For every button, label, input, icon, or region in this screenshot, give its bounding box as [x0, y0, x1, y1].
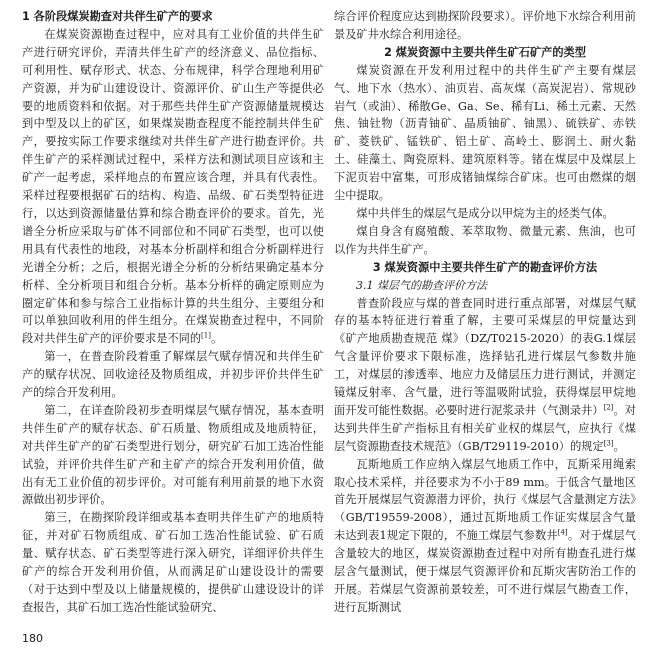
paragraph-text: 普查阶段应与煤的普查同时进行重点部署，对煤层气赋存的基本特征进行着重了解，主要可采煤层的甲烷量达到《矿产地质勘查规范 煤》（DZ/T0215-2020）的表G.1煤层气含量评价要求下限标准，选择钻孔进行煤层气参数井施工，对煤层的渗透率、地应力及储层压力进行测试，并测定镜煤反射率、含气量，进行等温吸附试验，获得煤层甲烷地面开发可能性数据。必要时进行泥浆录井（气测录井） [334, 296, 636, 417]
paragraph-text: 瓦斯地质工作应纳入煤层气地质工作中，瓦斯采用绳索取心技术采样，并径要求为不小于89 mm。于低含气量地区首先开展煤层气资源潜力评价，执行《煤层气含量测定方法》（GB/T19559-2008），通过瓦斯地质工作证实煤层含气量未达到表1规定下限的，不施工煤层气参数井 [334, 457, 636, 543]
paragraph-end: 。 [210, 332, 223, 346]
paragraph-continuation: 综合评价程度应达到勘探阶段要求）。评价地下水综合利用前景及矿井水综合利用途径。 [334, 10, 636, 41]
citation-4: [4] [557, 528, 568, 537]
paragraph-end: 。 [613, 439, 625, 453]
section-2-heading: 2 煤炭资源中主要共伴生矿石矿产的类型 [384, 45, 586, 59]
paragraph [334, 295, 636, 456]
citation-1: [1] [201, 331, 211, 340]
section-3-heading: 3 煤炭资源中主要共伴生矿产的勘查评价方法 [372, 260, 598, 274]
paragraph: 第三，在勘探阶段详细或基本查明共伴生矿产的地质特征，并对矿石物质组成、矿石加工选冶性能试验、矿石质量、赋存状态、矿石类型等进行深入研究，详细评价共伴生矿产的综合开发利用价值，从而满足矿山建设设计的需要（对于达到中型及以上储量规模的，提供矿山建设设计的详查报告，其矿石加工选冶性能试验研究、 [22, 511, 324, 614]
paragraph-text: 。对于煤层气含量较大的地区，煤炭资源勘查过程中对所有勘查孔进行煤层含气量测试，便于煤层气资源评价和瓦斯灾害防治工作的开展。若煤层气资源前景较差，可不进行煤层气勘查工作，进行瓦斯测试 [334, 529, 636, 614]
paragraph: 煤炭资源在开发利用过程中的共伴生矿产主要有煤层气、地下水（热水）、油页岩、高灰煤（高炭泥岩）、常规砂岩气（或油）、稀散Ge、Ga、Se、稀有Li、稀土元素、天然焦、铀钍物（沥青铀矿、晶质铀矿、铀黑）、硫铁矿、赤铁矿、菱铁矿、锰铁矿、铝土矿、高岭土、膨润土、耐火黏土、硅藻土、陶瓷原料、建筑原料等。锗在煤层中及煤层上下泥页岩中富集，可形成锗铀煤综合矿床。也可由燃煤的烟尘中提取。 [334, 63, 636, 203]
right-column [334, 8, 636, 617]
paragraph [22, 26, 324, 348]
paragraph-text: 。对达到共伴生矿产指标且有相关矿业权的煤层气，应执行《煤层气资源勘查技术规范》（GB/T29119-2010）的规定 [334, 403, 636, 453]
section-1-heading: 1 各阶段煤炭勘查对共伴生矿产的要求 [22, 10, 213, 23]
left-column [22, 8, 324, 617]
paragraph: 煤自身含有腐殖酸、苯萃取物、微量元素、焦油，也可以作为共伴生矿产。 [334, 224, 636, 256]
citation-3: [3] [603, 439, 614, 448]
paragraph [334, 456, 636, 617]
paragraph: 煤中共伴生的煤层气是成分以甲烷为主的烃类气体。 [356, 206, 614, 220]
page-number: 180 [22, 632, 43, 645]
subsection-3-1-heading: 3.1 煤层气的勘查评价方法 [356, 278, 487, 292]
paragraph-text: 在煤炭资源勘查过程中，应对具有工业价值的共伴生矿产进行研究评价，弄清共伴生矿产的经济意义、品位指标、可利用性、赋存形式、状态、分布规律，科学合理地利用矿产资源，并为矿山建设设计、资源评价、矿山生产等提供必要的地质资料和依据。对于那些共伴生矿产资源储量规模达到中型及以上的矿区，如果煤炭勘查程度不能控制共伴生矿产，要按实际工作要求继续对共伴生矿产进行勘查评价。共伴生矿产的采样测试过程中，采样方法和测试项目应该和主矿产一起考虑，采样地点的布置应该合理，并具有代表性。采样过程要根据矿石的结构、构造、品级、矿石类型特征进行，以达到资源储量估算和综合勘查评价的要求。首先，光谱全分析应采取与矿体不同部位和不同矿石类型，也可以使用具有代表性的地段，对基本分析副样和组合分析副样进行光谱全分析；之后，根据光谱全分析的分析结果确定基本分析样、全分析项目和组合分析。基本分析样的确定原则应为圈定矿体和参与综合工业指标计算的共生组分、主要组分和可以单独回收利用的伴生组分。在煤炭勘查过程中，不同阶段对共伴生矿产的评价要求是不同的 [22, 27, 324, 346]
paragraph: 第一，在普查阶段着重了解煤层气赋存情况和共伴生矿产的赋存状况、回收途径及物质组成，并初步评价共伴生矿产的综合开发利用。 [22, 350, 324, 400]
citation-2: [2] [603, 403, 614, 412]
paragraph: 第二，在详查阶段初步查明煤层气赋存情况，基本查明共伴生矿产的赋存状态、矿石质量、物质组成及地质特征，对共伴生矿产的矿石类型进行划分，研究矿石加工选冶性能试验，并评价共伴生矿产和主矿产的综合开发利用价值，做出有无工业价值的初步评价。对可能有利用前景的地下水资源做出初步评价。 [22, 403, 324, 507]
